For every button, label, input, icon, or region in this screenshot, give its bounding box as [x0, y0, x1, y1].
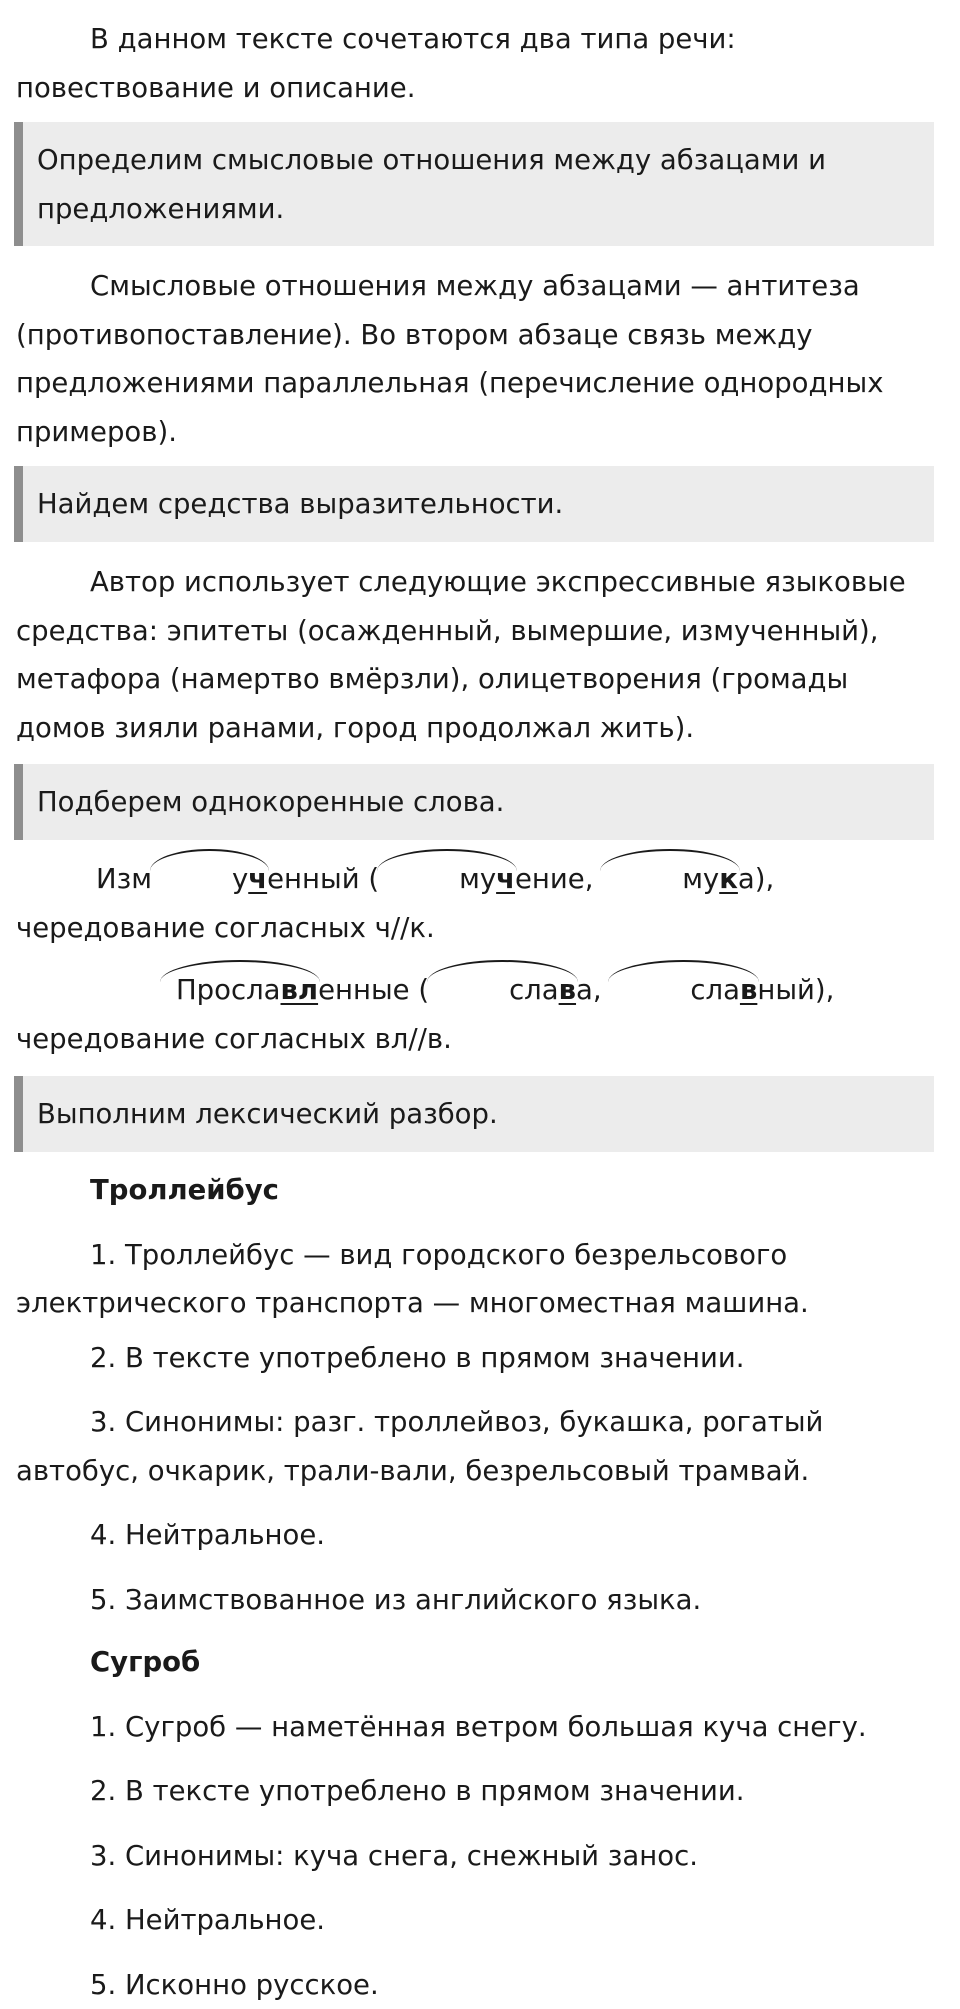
trolleybus-item-3: 3. Синонимы: разг. троллейвоз, букашка, рогатый автобус, очкарик, трали-вали, безрельсовый трамвай. — [16, 1398, 944, 1495]
root-arc-muka: мук — [602, 855, 738, 904]
alternating-letter: в — [559, 974, 576, 1006]
root-arc-slavny: слав — [610, 966, 757, 1015]
root-arc-mark — [600, 849, 740, 871]
callout-roots — [14, 764, 934, 840]
alternating-letter: к — [719, 863, 738, 895]
callout-lexical-text: Выполним лексический разбор. — [37, 1098, 498, 1130]
callout-expressive — [14, 466, 934, 542]
callout-roots-text: Подберем однокоренные слова. — [37, 786, 504, 818]
trolleybus-item-4: 4. Нейтральное. — [16, 1511, 944, 1560]
root-arc-mark — [150, 849, 269, 871]
roots-row-1-tail: ), чередование согласных ч//к. — [16, 863, 774, 944]
root-arc-mark — [377, 849, 517, 871]
trolleybus-section — [16, 1166, 944, 1624]
trolleybus-heading: Троллейбус — [16, 1166, 944, 1215]
intro-text: В данном тексте сочетаются два типа речи: повествование и описание. — [16, 15, 944, 112]
snowdrift-item-2: 2. В тексте употреблено в прямом значении. — [16, 1767, 944, 1816]
snowdrift-item-5: 5. Исконно русское. — [16, 1961, 944, 2009]
meaning-text: Смысловые отношения между абзацами — антитеза (противопоставление). Во втором абзаце связь между предложениями параллельная (перечисление однородных примеров). — [16, 262, 944, 456]
root-word-izmuchenny-prefix: Изм — [96, 863, 152, 895]
snowdrift-section — [16, 1638, 944, 2009]
expressive-paragraph — [16, 558, 944, 752]
intro-paragraph — [16, 15, 944, 112]
alternating-letter: в — [740, 974, 757, 1006]
meaning-paragraph — [16, 262, 944, 456]
roots-row-2: Прославленные ( слава, славный), чередование согласных вл//в. — [16, 966, 944, 1063]
trolleybus-item-1: 1. Троллейбус — вид городского безрельсового электрического транспорта — многоместная машина. — [16, 1231, 944, 1328]
snowdrift-item-1: 1. Сугроб — наметённая ветром большая куча снегу. — [16, 1703, 944, 1752]
root-arc-mark — [427, 960, 578, 982]
root-arc-muchenie: муч — [379, 855, 515, 904]
callout-expressive-text: Найдем средства выразительности. — [37, 488, 563, 520]
trolleybus-item-2: 2. В тексте употреблено в прямом значении. — [16, 1334, 944, 1383]
expressive-text: Автор использует следующие экспрессивные языковые средства: эпитеты (осажденный, вымершие, измученный), метафора (намертво вмёрзли), олицетворения (громады домов зияли ранами, город продолжал жить). — [16, 558, 944, 752]
roots-row-2-tail: ), чередование согласных вл//в. — [16, 974, 834, 1055]
snowdrift-item-3: 3. Синонимы: куча снега, снежный занос. — [16, 1832, 944, 1881]
root-arc-proslavlennye: Прославл — [96, 966, 318, 1015]
root-arc-mark — [608, 960, 759, 982]
root-arc-slava: слав — [429, 966, 576, 1015]
alternating-letter: ч — [496, 863, 515, 895]
roots-row-1: Изм ученный ( мучение, мука), чередование согласных ч//к. — [16, 855, 944, 952]
trolleybus-item-5: 5. Заимствованное из английского языка. — [16, 1576, 944, 1625]
root-arc-mark — [160, 960, 320, 982]
root-arc-izmuchenny: уч — [152, 855, 267, 904]
callout-meaning-text: Определим смысловые отношения между абзацами и предложениями. — [37, 144, 826, 225]
alternating-letter: вл — [281, 974, 319, 1006]
alternating-letter: ч — [248, 863, 267, 895]
snowdrift-heading: Сугроб — [16, 1638, 944, 1687]
callout-meaning — [14, 122, 934, 246]
snowdrift-item-4: 4. Нейтральное. — [16, 1896, 944, 1945]
callout-lexical — [14, 1076, 934, 1152]
